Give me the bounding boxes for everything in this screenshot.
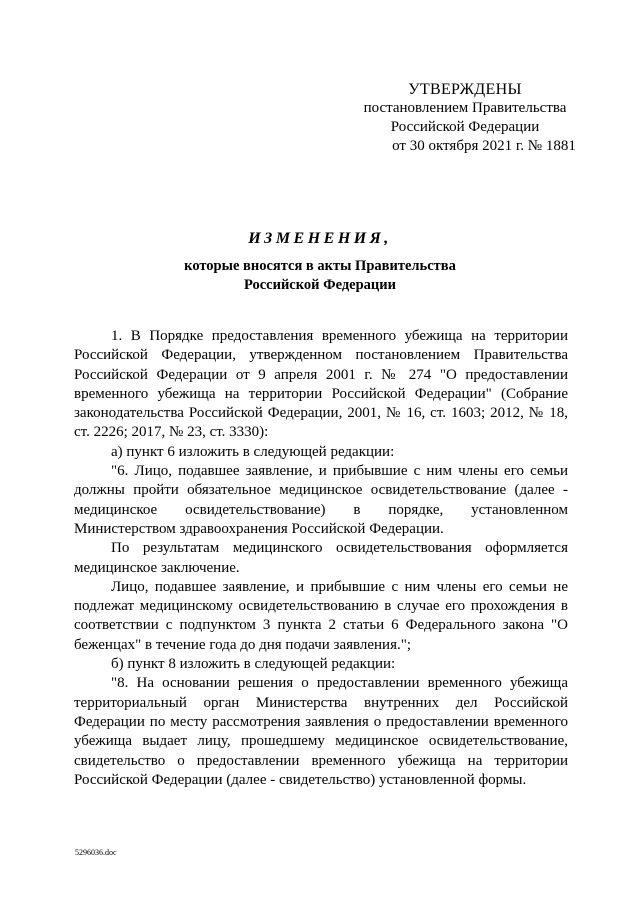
paragraph-4: По результатам медицинского освидетельствования оформляется медицинское заключение.	[74, 540, 568, 576]
title-subtitle-line-1: которые вносятся в акты Правительства	[184, 258, 456, 274]
paragraph-2: а) пункт 6 изложить в следующей редакции:	[111, 443, 395, 460]
approval-stamp	[330, 80, 600, 156]
approval-line-date: от 30 октября 2021 г. № 1881	[392, 138, 576, 154]
document-title	[100, 230, 540, 295]
paragraph-3: "6. Лицо, подавшее заявление, и прибывшие с ним члены его семьи должны пройти обязательное медицинское освидетельствование (далее - медицинское освидетельствование) в порядке, установленном Министерством здравоохранения Российской Федерации.	[74, 463, 568, 537]
paragraph-1: 1. В Порядке предоставления временного убежища на территории Российской Федерации, утвержденном постановлением Правительства Российской Федерации от 9 апреля 2001 г. № 274 "О предоставлении временного убежища на территории Российской Федерации" (Собрание законодательства Российской Федерации, 2001, № 16, ст. 1603; 2012, № 18, ст. 2226; 2017, № 23, ст. 3330):	[74, 328, 568, 441]
title-main: ИЗМЕНЕНИЯ,	[248, 230, 392, 247]
document-body	[74, 327, 568, 790]
paragraph-7: "8. На основании решения о предоставлении временного убежища территориальный орган Министерства внутренних дел Российской Федерации по месту рассмотрения заявления о предоставлении временного убежища выдает лицу, прошедшему медицинское освидетельствование, свидетельство о предоставлении временного убежища на территории Российской Федерации (далее - свидетельство) установленной формы.	[74, 675, 568, 788]
approval-heading: УТВЕРЖДЕНЫ	[408, 81, 522, 98]
paragraph-6: б) пункт 8 изложить в следующей редакции:	[111, 656, 396, 673]
file-code: 5296036.doc	[75, 848, 117, 857]
approval-line-resolution: постановлением Правительства	[363, 100, 567, 116]
paragraph-5: Лицо, подавшее заявление, и прибывшие с ним члены его семьи не подлежат медицинскому освидетельствованию в случае его прохождения в соответствии с подпунктом 3 пункта 2 статьи 6 Федерального закона "О беженцах" в течение года до дня подачи заявления.";	[74, 578, 568, 653]
title-subtitle-line-2: Российской Федерации	[243, 277, 396, 293]
approval-line-government: Российской Федерации	[390, 119, 540, 135]
